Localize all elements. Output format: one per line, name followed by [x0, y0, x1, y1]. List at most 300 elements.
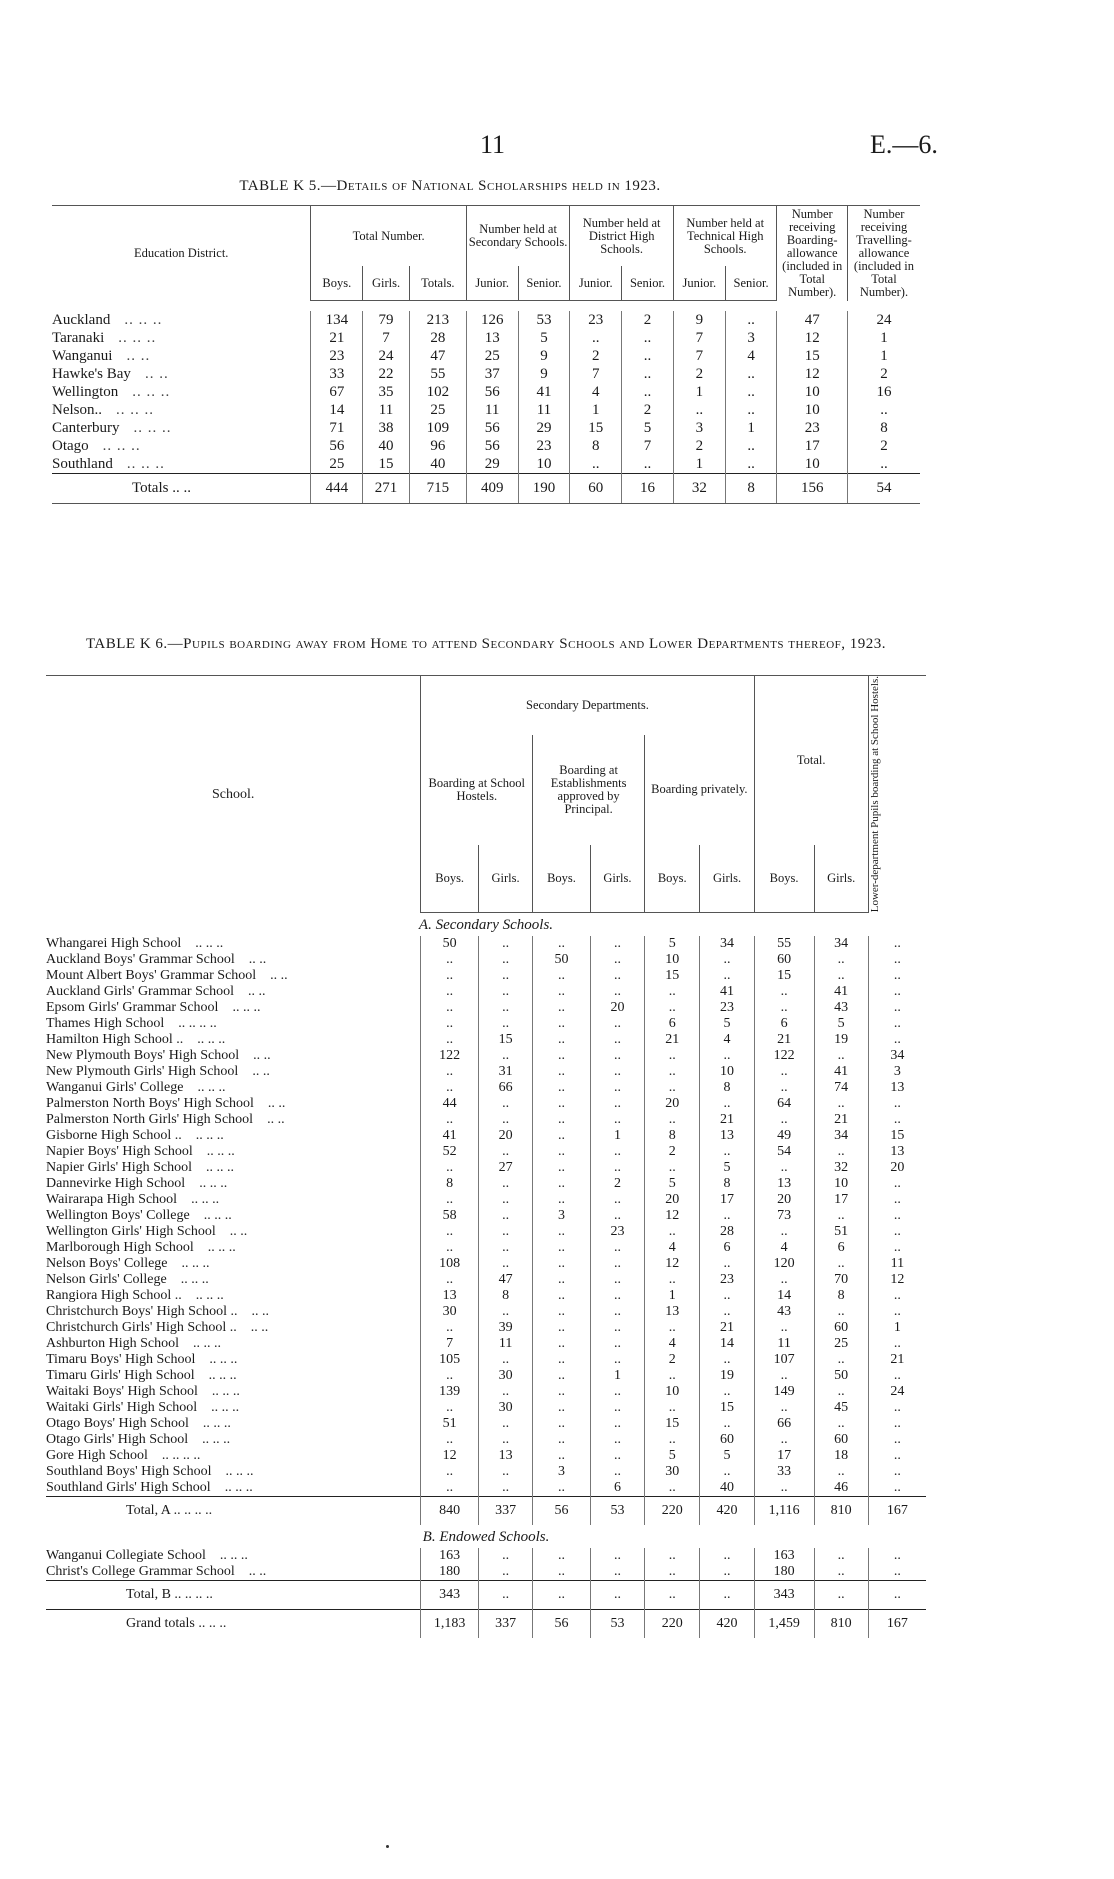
value-cell: 220 [645, 1609, 700, 1638]
value-cell: 7 [673, 329, 725, 347]
value-cell: .. [478, 1304, 532, 1320]
value-cell: .. [645, 1580, 700, 1609]
value-cell: 1 [847, 347, 920, 365]
value-cell: 11 [363, 401, 410, 419]
value-cell: .. [754, 984, 814, 1000]
value-cell: 3 [868, 1064, 926, 1080]
value-cell: 4 [725, 347, 777, 365]
leader-dots: .. .. [247, 983, 266, 999]
total-a-row [46, 1496, 926, 1525]
leader-dots: .. .. [229, 1223, 248, 1239]
value-cell: .. [700, 952, 754, 968]
row-label [52, 311, 311, 329]
value-cell: 67 [311, 383, 363, 401]
k5-header-district-senior: Senior. [622, 266, 674, 301]
value-cell: .. [622, 347, 674, 365]
value-cell: 20 [478, 1128, 532, 1144]
row-label [46, 952, 421, 968]
value-cell: .. [868, 1336, 926, 1352]
leader-dots: .. .. .. [126, 455, 165, 472]
table-row [46, 1224, 926, 1240]
value-cell: 8 [725, 474, 777, 504]
row-name: Dannevirke High School [46, 1175, 186, 1191]
value-cell: .. [533, 1384, 591, 1400]
value-cell: .. [533, 1032, 591, 1048]
section-a-heading [46, 912, 926, 936]
value-cell: .. [814, 952, 868, 968]
value-cell: .. [590, 984, 644, 1000]
value-cell: .. [590, 1032, 644, 1048]
value-cell: 41 [700, 984, 754, 1000]
value-cell: .. [533, 1320, 591, 1336]
value-cell: 16 [622, 474, 674, 504]
value-cell: .. [478, 952, 532, 968]
value-cell: .. [533, 1352, 591, 1368]
value-cell: .. [645, 1432, 700, 1448]
value-cell: 5 [645, 936, 700, 952]
leader-dots: .. .. .. [132, 383, 171, 400]
value-cell: 24 [868, 1384, 926, 1400]
row-label [46, 1548, 421, 1564]
row-label [46, 1048, 421, 1064]
row-label [46, 1016, 421, 1032]
value-cell: .. [645, 1112, 700, 1128]
value-cell: .. [754, 1000, 814, 1016]
row-name: Hamilton High School .. [46, 1031, 184, 1047]
table-row [46, 1336, 926, 1352]
value-cell: 45 [814, 1400, 868, 1416]
row-label [46, 1304, 421, 1320]
value-cell: .. [754, 1400, 814, 1416]
value-cell: 30 [478, 1400, 532, 1416]
value-cell: .. [754, 1432, 814, 1448]
value-cell: 5 [700, 1448, 754, 1464]
value-cell: .. [814, 1256, 868, 1272]
value-cell: .. [868, 952, 926, 968]
value-cell: 5 [622, 419, 674, 437]
value-cell: 3 [533, 1464, 591, 1480]
row-name: Wellington Boys' College [46, 1207, 190, 1223]
value-cell: 1 [673, 455, 725, 474]
value-cell: 122 [421, 1048, 479, 1064]
value-cell: 343 [754, 1580, 814, 1609]
value-cell: .. [478, 1240, 532, 1256]
value-cell: 56 [533, 1609, 591, 1638]
value-cell: .. [868, 1000, 926, 1016]
leader-dots: .. .. [144, 365, 169, 382]
value-cell: .. [868, 1368, 926, 1384]
value-cell: 2 [622, 401, 674, 419]
value-cell: 20 [754, 1192, 814, 1208]
value-cell: .. [421, 1480, 479, 1497]
value-cell: .. [622, 455, 674, 474]
value-cell: 2 [645, 1352, 700, 1368]
value-cell: .. [700, 1096, 754, 1112]
row-name: Southland Girls' High School [46, 1479, 211, 1495]
value-cell: 4 [754, 1240, 814, 1256]
value-cell: .. [421, 1224, 479, 1240]
value-cell: .. [725, 437, 777, 455]
value-cell: 12 [777, 365, 847, 383]
value-cell: 9 [673, 311, 725, 329]
table-k5-caption-text: Details of National Scholarships held in 1923. [336, 178, 661, 194]
value-cell: .. [847, 401, 920, 419]
k5-body [52, 301, 920, 504]
value-cell: 7 [421, 1336, 479, 1352]
value-cell: 41 [421, 1128, 479, 1144]
row-label [52, 401, 311, 419]
value-cell: .. [814, 1096, 868, 1112]
value-cell: 60 [754, 952, 814, 968]
table-k5-caption-prefix: TABLE K 5.— [239, 178, 337, 194]
value-cell: .. [590, 1288, 644, 1304]
row-name: Nelson.. [52, 401, 102, 418]
value-cell: 96 [409, 437, 466, 455]
table-row [52, 419, 920, 437]
value-cell: 13 [478, 1448, 532, 1464]
value-cell: 156 [777, 474, 847, 504]
row-name: Gore High School [46, 1447, 148, 1463]
value-cell: 180 [754, 1564, 814, 1581]
value-cell: .. [868, 1416, 926, 1432]
value-cell: .. [700, 1464, 754, 1480]
value-cell: .. [700, 968, 754, 984]
value-cell: 126 [466, 311, 518, 329]
value-cell: .. [590, 1432, 644, 1448]
value-cell: .. [533, 936, 591, 952]
value-cell: .. [533, 1368, 591, 1384]
value-cell: 51 [421, 1416, 479, 1432]
value-cell: .. [533, 1144, 591, 1160]
value-cell: .. [533, 1480, 591, 1497]
row-label [46, 984, 421, 1000]
value-cell: .. [421, 1240, 479, 1256]
value-cell: 149 [754, 1384, 814, 1400]
value-cell: 167 [868, 1609, 926, 1638]
table-row [52, 383, 920, 401]
table-k6-caption-prefix: TABLE K 6.— [85, 636, 184, 652]
leader-dots: .. .. .. [197, 1079, 226, 1095]
table-row [46, 1352, 926, 1368]
row-label [46, 1352, 421, 1368]
value-cell: .. [868, 1400, 926, 1416]
value-cell: .. [478, 1208, 532, 1224]
value-cell: .. [645, 1080, 700, 1096]
leader-dots: .. .. .. [181, 1255, 210, 1271]
value-cell: 8 [645, 1128, 700, 1144]
value-cell: 11 [754, 1336, 814, 1352]
spacer-cell [52, 301, 920, 312]
value-cell: .. [478, 1192, 532, 1208]
leader-dots: .. .. .. .. [178, 1015, 217, 1031]
value-cell: 79 [363, 311, 410, 329]
value-cell: 71 [311, 419, 363, 437]
value-cell: 15 [754, 968, 814, 984]
value-cell: 3 [725, 329, 777, 347]
leader-dots: .. .. .. [133, 419, 172, 436]
value-cell: 66 [754, 1416, 814, 1432]
k6-header-hostels-boys: Boys. [421, 845, 479, 913]
value-cell: 1 [868, 1320, 926, 1336]
value-cell: 102 [409, 383, 466, 401]
value-cell: 11 [518, 401, 570, 419]
leader-dots: .. .. .. [219, 1547, 248, 1563]
value-cell: 810 [814, 1609, 868, 1638]
value-cell: .. [645, 1064, 700, 1080]
value-cell: .. [478, 1112, 532, 1128]
leader-dots: .. .. .. [206, 1159, 235, 1175]
value-cell: 13 [754, 1176, 814, 1192]
value-cell: .. [868, 1288, 926, 1304]
value-cell: .. [421, 1432, 479, 1448]
value-cell: 444 [311, 474, 363, 504]
value-cell: 50 [533, 952, 591, 968]
table-row [46, 984, 926, 1000]
value-cell: 13 [645, 1304, 700, 1320]
value-cell: 51 [814, 1224, 868, 1240]
row-name: Waitaki Boys' High School [46, 1383, 198, 1399]
row-label [46, 1224, 421, 1240]
leader-dots: .. .. .. [116, 401, 154, 418]
value-cell: 23 [590, 1224, 644, 1240]
row-name: Marlborough High School [46, 1239, 194, 1255]
row-label [46, 1384, 421, 1400]
value-cell: 11 [868, 1256, 926, 1272]
value-cell: 58 [421, 1208, 479, 1224]
leader-dots: .. .. .. [208, 1367, 237, 1383]
value-cell: 8 [478, 1288, 532, 1304]
k6-header-establishments-girls: Girls. [590, 845, 644, 913]
value-cell: .. [590, 1192, 644, 1208]
row-name: Auckland [52, 311, 111, 328]
value-cell: 56 [466, 419, 518, 437]
value-cell: .. [533, 984, 591, 1000]
table-row [46, 1096, 926, 1112]
k6-header-total: Total. [754, 676, 868, 845]
leader-dots: .. .. .. [203, 1207, 232, 1223]
value-cell: 122 [754, 1048, 814, 1064]
value-cell: .. [814, 1384, 868, 1400]
value-cell: .. [478, 936, 532, 952]
row-name: Waitaki Girls' High School [46, 1399, 198, 1415]
page-header [0, 130, 1114, 160]
value-cell: .. [700, 1288, 754, 1304]
value-cell: .. [700, 1416, 754, 1432]
value-cell: 18 [814, 1448, 868, 1464]
leader-dots: .. .. [267, 1111, 285, 1127]
value-cell: 52 [421, 1144, 479, 1160]
value-cell: 163 [421, 1548, 479, 1564]
value-cell: 54 [754, 1144, 814, 1160]
table-row [46, 1000, 926, 1016]
k5-header-travelling: Number receiving Travelling-allowance (included in Total Number). [847, 206, 920, 301]
value-cell: .. [590, 1256, 644, 1272]
value-cell: .. [533, 1580, 591, 1609]
k6-header-total-boys: Boys. [754, 845, 814, 913]
value-cell: .. [533, 1112, 591, 1128]
leader-dots: .. .. [251, 1303, 270, 1319]
value-cell: 2 [847, 365, 920, 383]
value-cell: 5 [518, 329, 570, 347]
k5-header-technical-senior: Senior. [725, 266, 777, 301]
value-cell: .. [590, 1464, 644, 1480]
value-cell: 9 [518, 365, 570, 383]
value-cell: 56 [311, 437, 363, 455]
leader-dots: .. .. .. [224, 1479, 253, 1495]
value-cell: 35 [363, 383, 410, 401]
value-cell: 29 [518, 419, 570, 437]
value-cell: .. [421, 984, 479, 1000]
k6-header-hostels-girls: Girls. [478, 845, 532, 913]
table-row [46, 1548, 926, 1564]
value-cell: 28 [700, 1224, 754, 1240]
k6-header-establishments: Boarding at Establishments approved by Principal. [533, 735, 645, 845]
row-name: Christchurch Boys' High School .. [46, 1303, 238, 1319]
value-cell: 44 [421, 1096, 479, 1112]
value-cell: 20 [645, 1096, 700, 1112]
value-cell: 10 [814, 1176, 868, 1192]
table-row [52, 401, 920, 419]
value-cell: 20 [590, 1000, 644, 1016]
value-cell: .. [645, 1400, 700, 1416]
value-cell: .. [700, 1580, 754, 1609]
value-cell: 21 [311, 329, 363, 347]
k6-header-privately-boys: Boys. [645, 845, 700, 913]
value-cell: .. [533, 1432, 591, 1448]
value-cell: .. [590, 1096, 644, 1112]
value-cell: .. [754, 1160, 814, 1176]
row-label [52, 347, 311, 365]
value-cell: .. [590, 1548, 644, 1564]
leader-dots: .. .. .. [102, 437, 141, 454]
row-label [46, 1000, 421, 1016]
row-name: Palmerston North Boys' High School [46, 1095, 254, 1111]
row-name: Nelson Girls' College [46, 1271, 167, 1287]
value-cell: 13 [700, 1128, 754, 1144]
value-cell: 3 [533, 1208, 591, 1224]
value-cell: 1 [590, 1128, 644, 1144]
value-cell: .. [645, 1160, 700, 1176]
row-name: Taranaki [52, 329, 105, 346]
value-cell: 32 [673, 474, 725, 504]
value-cell: 30 [421, 1304, 479, 1320]
row-name: Otago Boys' High School [46, 1415, 189, 1431]
value-cell: .. [421, 1080, 479, 1096]
leader-dots: .. .. .. [232, 999, 261, 1015]
value-cell: 25 [409, 401, 466, 419]
value-cell: .. [478, 1016, 532, 1032]
table-row [46, 1256, 926, 1272]
value-cell: 1 [645, 1288, 700, 1304]
table-row [46, 1208, 926, 1224]
value-cell: .. [622, 365, 674, 383]
value-cell: 163 [754, 1548, 814, 1564]
table-row [46, 1432, 926, 1448]
value-cell: 7 [363, 329, 410, 347]
value-cell: .. [421, 1464, 479, 1480]
value-cell: .. [533, 1048, 591, 1064]
value-cell: 3 [673, 419, 725, 437]
value-cell: 32 [814, 1160, 868, 1176]
value-cell: 43 [754, 1304, 814, 1320]
value-cell: .. [700, 1384, 754, 1400]
row-name: Christchurch Girls' High School .. [46, 1319, 237, 1335]
value-cell: .. [590, 1080, 644, 1096]
row-name: Otago Girls' High School [46, 1431, 189, 1447]
value-cell: .. [847, 455, 920, 474]
value-cell: .. [478, 984, 532, 1000]
value-cell: .. [868, 936, 926, 952]
value-cell: 50 [421, 936, 479, 952]
value-cell: 54 [847, 474, 920, 504]
totals-row [52, 474, 920, 504]
value-cell: .. [700, 1304, 754, 1320]
value-cell: .. [478, 1564, 532, 1581]
value-cell: .. [533, 1400, 591, 1416]
value-cell: 53 [518, 311, 570, 329]
table-row [52, 365, 920, 383]
table-k6-caption [46, 636, 926, 653]
value-cell: 56 [466, 437, 518, 455]
value-cell: 109 [409, 419, 466, 437]
value-cell: .. [645, 984, 700, 1000]
row-label [46, 1320, 421, 1336]
value-cell: 10 [645, 1384, 700, 1400]
value-cell: 409 [466, 474, 518, 504]
value-cell: .. [533, 968, 591, 984]
value-cell: 5 [645, 1176, 700, 1192]
row-label [46, 1096, 421, 1112]
table-row [46, 1016, 926, 1032]
value-cell: .. [590, 1320, 644, 1336]
value-cell: .. [814, 1208, 868, 1224]
section-b-heading-title: B. Endowed Schools. [422, 1528, 550, 1545]
row-name: Timaru Girls' High School [46, 1367, 195, 1383]
row-name: Christ's College Grammar School [46, 1563, 235, 1579]
value-cell: 25 [814, 1336, 868, 1352]
value-cell: .. [533, 1192, 591, 1208]
table-row [52, 347, 920, 365]
value-cell: 12 [777, 329, 847, 347]
value-cell: 17 [700, 1192, 754, 1208]
value-cell: 5 [700, 1160, 754, 1176]
value-cell: .. [421, 968, 479, 984]
leader-dots: .. .. .. [193, 1335, 221, 1351]
row-label [46, 1480, 421, 1497]
table-row [46, 968, 926, 984]
table-row [46, 1032, 926, 1048]
value-cell: 4 [570, 383, 622, 401]
table-k5 [52, 205, 920, 504]
value-cell: 1 [590, 1368, 644, 1384]
row-label [46, 1368, 421, 1384]
row-name: Otago [52, 437, 89, 454]
value-cell: .. [590, 1384, 644, 1400]
k6-header-secondary-departments: Secondary Departments. [421, 676, 754, 736]
value-cell: 33 [754, 1464, 814, 1480]
value-cell: .. [814, 1048, 868, 1064]
value-cell: .. [533, 1064, 591, 1080]
row-name: Mount Albert Boys' Grammar School [46, 967, 257, 983]
value-cell: 16 [847, 383, 920, 401]
value-cell: .. [533, 1160, 591, 1176]
value-cell: 53 [590, 1609, 644, 1638]
row-label [46, 1496, 421, 1525]
value-cell: 24 [847, 311, 920, 329]
table-row [46, 1320, 926, 1336]
value-cell: .. [645, 1320, 700, 1336]
value-cell: .. [590, 1448, 644, 1464]
